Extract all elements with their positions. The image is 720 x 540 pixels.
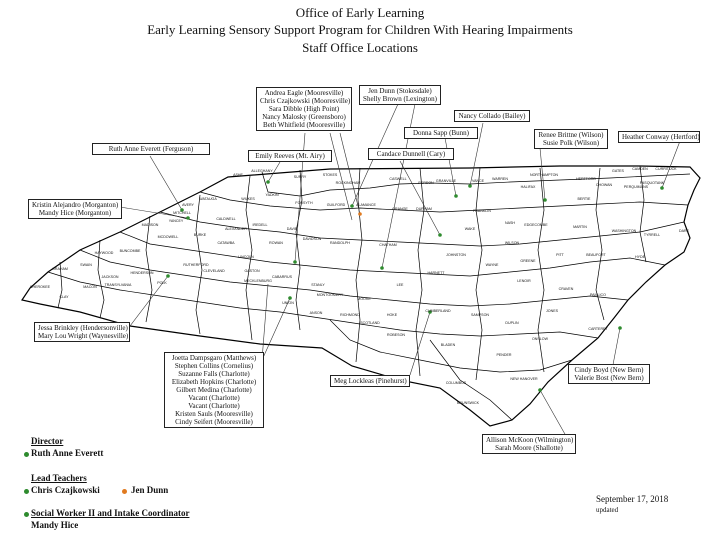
county-label: SWAIN bbox=[80, 263, 92, 267]
county-label: MADISON bbox=[141, 223, 159, 227]
county-label: PERSON bbox=[418, 181, 434, 185]
county-label: YANCEY bbox=[168, 219, 184, 223]
social-worker-marker-icon bbox=[24, 512, 29, 517]
county-label: ALEXANDER bbox=[225, 227, 247, 231]
county-label: LENOIR bbox=[517, 279, 531, 283]
staff-box-charlotte-group bbox=[164, 352, 264, 428]
county-label: PAMLICO bbox=[590, 293, 606, 297]
county-label: DAVIDSON bbox=[302, 237, 322, 241]
staff-box-morganton-group bbox=[28, 199, 122, 219]
legend-director-heading: Director bbox=[31, 436, 64, 446]
legend-lead-1: Chris Czajkowski bbox=[31, 485, 100, 495]
county-label: CHEROKEE bbox=[29, 285, 51, 289]
county-label: TYRRELL bbox=[643, 233, 661, 237]
county-label: YADKIN bbox=[265, 193, 279, 197]
county-label: COLUMBUS bbox=[445, 381, 467, 385]
staff-box-wilmington-group bbox=[482, 434, 576, 454]
county-label: CABARRUS bbox=[272, 275, 292, 279]
county-label: CALDWELL bbox=[216, 217, 236, 221]
county-label: VANCE bbox=[471, 179, 485, 183]
page-title-line1: Office of Early Learning bbox=[295, 5, 425, 20]
county-label: LINCOLN bbox=[238, 255, 254, 259]
staff-name: Suzanne Falls (Charlotte) bbox=[178, 370, 250, 378]
county-label: NORTHAMPTON bbox=[529, 173, 559, 177]
county-label: HAYWOOD bbox=[94, 251, 114, 255]
county-label: PENDER bbox=[496, 353, 512, 357]
county-label: WILKES bbox=[241, 197, 255, 201]
county-label: HENDERSON bbox=[130, 271, 154, 275]
date-line1: September 17, 2018 bbox=[596, 494, 669, 504]
county-label: HERTFORD bbox=[576, 177, 596, 181]
county-label: WAKE bbox=[464, 227, 476, 231]
staff-name: Elizabeth Hopkins (Charlotte) bbox=[171, 378, 257, 386]
staff-name: Beth Whitfield (Mooresville) bbox=[263, 121, 345, 129]
county-label: HARNETT bbox=[427, 271, 445, 275]
staff-name: Donna Sapp (Bunn) bbox=[413, 129, 469, 137]
county-label: GUILFORD bbox=[326, 203, 346, 207]
staff-box-hertford bbox=[618, 131, 700, 143]
county-label: NASH bbox=[505, 221, 515, 225]
staff-name: Renee Brittne (Wilson) bbox=[538, 131, 604, 139]
staff-name: Vacant (Charlotte) bbox=[188, 402, 240, 410]
county-label: WARREN bbox=[492, 177, 508, 181]
county-label: BURKE bbox=[193, 233, 207, 237]
staff-name: Nancy Collado (Bailey) bbox=[458, 112, 526, 120]
county-label: CLEVELAND bbox=[203, 269, 225, 273]
county-label: CLAY bbox=[59, 295, 69, 299]
county-label: MACON bbox=[83, 285, 97, 289]
county-label: STANLY bbox=[311, 283, 325, 287]
county-label: MOORE bbox=[357, 297, 371, 301]
county-label: CHATHAM bbox=[379, 243, 397, 247]
county-label: WILSON bbox=[504, 241, 520, 245]
county-label: NEW HANOVER bbox=[510, 377, 538, 381]
county-label: DURHAM bbox=[416, 207, 432, 211]
staff-name: Susie Polk (Wilson) bbox=[542, 139, 600, 147]
county-label: DUPLIN bbox=[505, 321, 519, 325]
county-label: ASHE bbox=[233, 173, 243, 177]
county-label: HYDE bbox=[635, 255, 645, 259]
staff-box-pinehurst bbox=[330, 375, 410, 387]
county-label: UNION bbox=[282, 301, 294, 305]
county-label: STOKES bbox=[322, 173, 338, 177]
county-label: ROWAN bbox=[269, 241, 283, 245]
county-label: JONES bbox=[546, 309, 558, 313]
county-label: PITT bbox=[556, 253, 564, 257]
county-label: ALLEGHANY bbox=[251, 169, 273, 173]
county-label: CAMDEN bbox=[632, 167, 648, 171]
county-label: MCDOWELL bbox=[157, 235, 179, 239]
county-label: CATAWBA bbox=[217, 241, 235, 245]
staff-name: Nancy Malosky (Greensboro) bbox=[262, 113, 346, 121]
county-label: RUTHERFORD bbox=[183, 263, 209, 267]
staff-name: Vacant (Charlotte) bbox=[188, 394, 240, 402]
county-label: BRUNSWICK bbox=[457, 401, 479, 405]
staff-box-cary bbox=[368, 148, 454, 160]
staff-box-bunn bbox=[404, 127, 478, 139]
staff-name: Sarah Moore (Shallotte) bbox=[495, 444, 563, 452]
county-label: JOHNSTON bbox=[446, 253, 466, 257]
county-label: EDGECOMBE bbox=[524, 223, 548, 227]
county-label: ANSON bbox=[309, 311, 323, 315]
staff-box-stokesdale-group bbox=[359, 85, 441, 105]
staff-name: Shelly Brown (Lexington) bbox=[363, 95, 437, 103]
county-label: DAVIE bbox=[286, 227, 298, 231]
staff-name: Jessa Brinkley (Hendersonville) bbox=[38, 324, 128, 332]
county-label: BEAUFORT bbox=[586, 253, 606, 257]
staff-name: Sara Dibble (High Point) bbox=[268, 105, 340, 113]
county-label: WATAUGA bbox=[199, 197, 217, 201]
staff-name: Allison McKoon (Wilmington) bbox=[486, 436, 574, 444]
county-label: GASTON bbox=[244, 269, 260, 273]
county-label: ROBESON bbox=[387, 333, 405, 337]
county-label: ORANGE bbox=[392, 207, 408, 211]
county-label: GRANVILLE bbox=[435, 179, 457, 183]
county-label: JACKSON bbox=[101, 275, 119, 279]
county-label: IREDELL bbox=[252, 223, 268, 227]
legend-social-name: Mandy Hice bbox=[31, 520, 79, 530]
staff-name: Meg Lockleas (Pinehurst) bbox=[334, 377, 407, 385]
county-label: CUMBERLAND bbox=[425, 309, 451, 313]
county-label: DARE bbox=[679, 229, 689, 233]
staff-name: Joetta Dampsgaro (Matthews) bbox=[171, 354, 257, 362]
county-label: MECKLENBURG bbox=[244, 279, 272, 283]
date-line2: updated bbox=[596, 506, 619, 514]
staff-name: Kristin Alejandro (Morganton) bbox=[32, 201, 119, 209]
county-label: MITCHELL bbox=[173, 211, 191, 215]
county-label: GATES bbox=[612, 169, 624, 173]
staff-name: Kristen Sauls (Mooresville) bbox=[175, 410, 253, 418]
staff-name: Stephen Collins (Cornelius) bbox=[174, 362, 254, 370]
county-label: WASHINGTON bbox=[611, 229, 637, 233]
county-label: BUNCOMBE bbox=[119, 249, 141, 253]
lead-teacher-2-marker-icon bbox=[122, 489, 127, 494]
county-label: WAYNE bbox=[485, 263, 499, 267]
staff-name: Mandy Hice (Morganton) bbox=[38, 209, 112, 217]
county-label: ALAMANCE bbox=[356, 203, 376, 207]
staff-box-new-bern-group bbox=[568, 364, 650, 384]
county-label: GREENE bbox=[520, 259, 536, 263]
county-label: FRANKLIN bbox=[473, 209, 491, 213]
staff-name: Cindy Boyd (New Bern) bbox=[574, 366, 644, 374]
county-label: BLADEN bbox=[440, 343, 456, 347]
staff-box-wilson-group bbox=[534, 129, 608, 149]
staff-name: Valerie Bost (New Bern) bbox=[574, 374, 644, 382]
staff-name: Chris Czajkowski (Mooresville) bbox=[260, 97, 351, 105]
county-label: PERQUIMANS bbox=[623, 185, 649, 189]
county-label: ONSLOW bbox=[532, 337, 548, 341]
page-title-line2: Early Learning Sensory Support Program for Children With Hearing Impairments bbox=[147, 22, 573, 37]
lead-teacher-1-marker-icon bbox=[24, 489, 29, 494]
county-label: CARTERET bbox=[588, 327, 608, 331]
county-label: RANDOLPH bbox=[330, 241, 350, 245]
county-label: TRANSYLVANIA bbox=[104, 283, 132, 287]
staff-name: Cindy Seifert (Mooresville) bbox=[175, 418, 253, 426]
staff-name: Heather Conway (Hertford) bbox=[622, 133, 700, 141]
staff-box-hendersonville-group bbox=[34, 322, 130, 342]
staff-box-ferguson bbox=[92, 143, 210, 155]
staff-name: Candace Dunnell (Cary) bbox=[376, 150, 446, 158]
staff-name: Emily Reeves (Mt. Airy) bbox=[255, 152, 325, 160]
county-label: AVERY bbox=[182, 203, 194, 207]
county-label: SCOTLAND bbox=[360, 321, 380, 325]
county-label: SAMPSON bbox=[471, 313, 489, 317]
staff-box-mooresville-group bbox=[256, 87, 352, 131]
staff-box-bailey bbox=[454, 110, 530, 122]
page-title-line3: Staff Office Locations bbox=[302, 40, 418, 55]
county-label: RICHMOND bbox=[340, 313, 360, 317]
county-label: BERTIE bbox=[577, 197, 591, 201]
county-label: GRAHAM bbox=[52, 267, 68, 271]
county-label: ROCKINGHAM bbox=[335, 181, 361, 185]
legend-social-heading: Social Worker II and Intake Coordinator bbox=[31, 508, 190, 518]
county-label: FORSYTH bbox=[295, 201, 313, 205]
county-label: MARTIN bbox=[573, 225, 587, 229]
director-marker-icon bbox=[24, 452, 29, 457]
staff-box-mt-airy bbox=[248, 150, 332, 162]
legend-lead-2: Jen Dunn bbox=[131, 485, 169, 495]
staff-name: Jen Dunn (Stokesdale) bbox=[368, 87, 432, 95]
county-label: HOKE bbox=[386, 313, 398, 317]
county-label: HALIFAX bbox=[520, 185, 536, 189]
legend-lead-heading: Lead Teachers bbox=[31, 473, 87, 483]
county-label: CRAVEN bbox=[558, 287, 574, 291]
county-label: SURRY bbox=[293, 175, 307, 179]
staff-name: Andrea Eagle (Mooresville) bbox=[264, 89, 344, 97]
county-label: CASWELL bbox=[389, 177, 407, 181]
legend-director-name: Ruth Anne Everett bbox=[31, 448, 104, 458]
county-label: CHOWAN bbox=[595, 183, 613, 187]
county-label: LEE bbox=[396, 283, 404, 287]
county-label: MONTGOMERY bbox=[316, 293, 344, 297]
county-label: PASQUOTANK bbox=[639, 181, 665, 185]
staff-name: Gilbert Medina (Charlotte) bbox=[176, 386, 252, 394]
staff-name: Ruth Anne Everett (Ferguson) bbox=[108, 145, 194, 153]
county-label: POLK bbox=[157, 281, 167, 285]
staff-name: Mary Lou Wright (Waynesville) bbox=[38, 332, 129, 340]
county-label: CURRITUCK bbox=[655, 167, 677, 171]
